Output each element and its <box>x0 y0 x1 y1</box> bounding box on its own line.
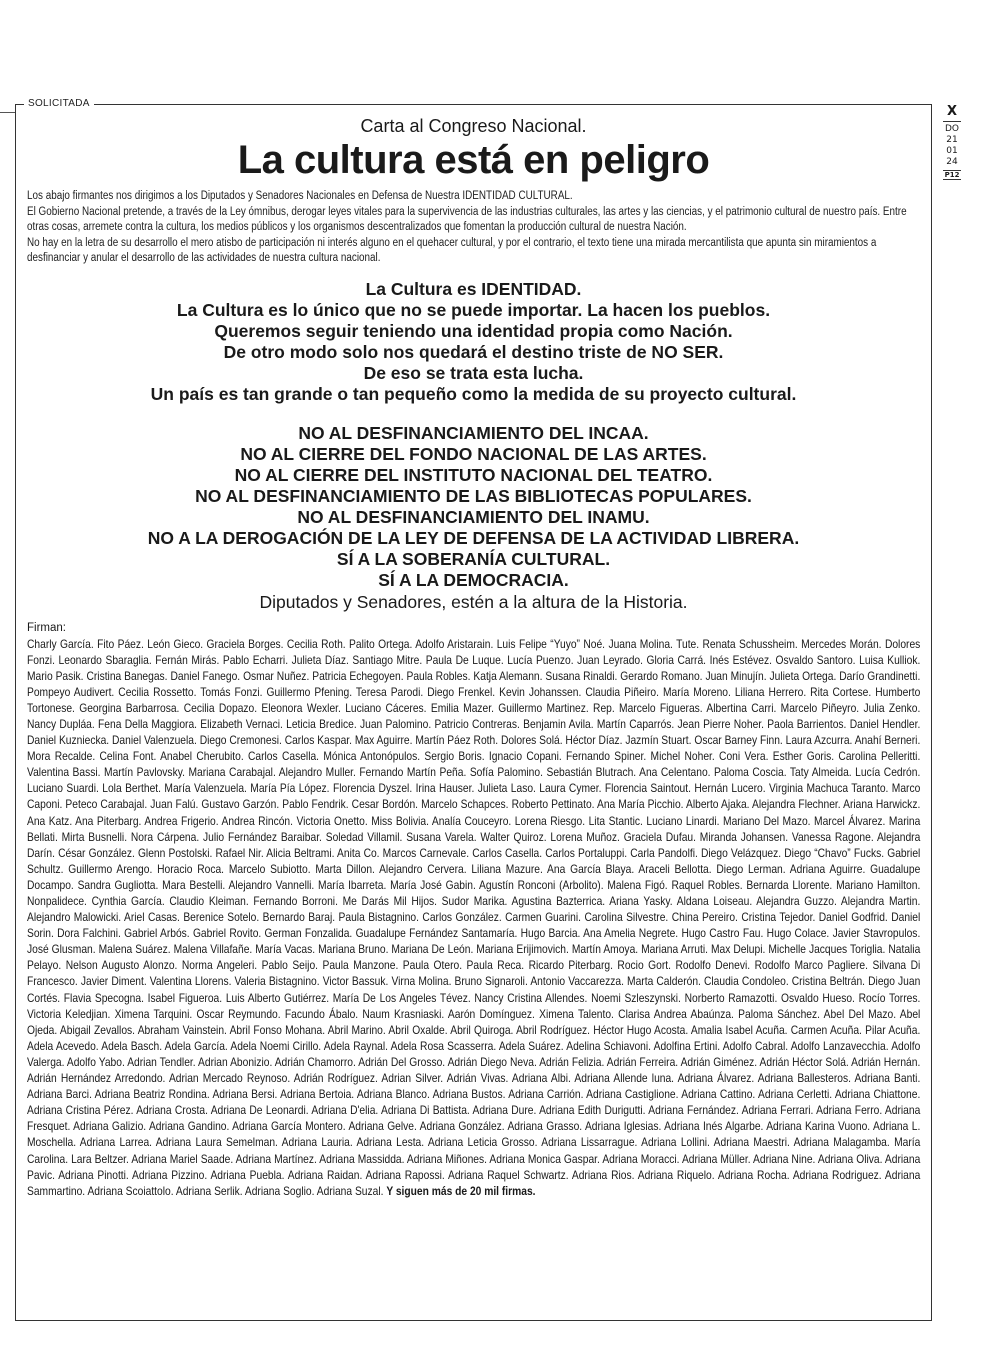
advertisement-frame <box>15 98 932 1321</box>
demand-line: NO AL DESFINANCIAMIENTO DEL INCAA. <box>298 422 649 443</box>
index-divider <box>943 121 961 122</box>
intro-paragraph: El Gobierno Nacional pretende, a través de la Ley ómnibus, derogar leyes vitales para la supervivencia de las industrias culturales, las artes y las ciencias, y el patrimonio cultural de nuestro país. Entre otras cosas, arremete contra la cultura, los medios públicos y los organismos descentralizados que fomentan la producción cultural de nuestra Nación. <box>27 205 907 233</box>
intro-paragraphs <box>27 189 920 267</box>
date-year: 24 <box>946 157 958 167</box>
date-day: 21 <box>946 135 958 145</box>
letter-content <box>27 115 920 1199</box>
statement-line: La Cultura es IDENTIDAD. <box>365 278 582 299</box>
intro-paragraph: No hay en la letra de su desarrollo el mero atisbo de participación ni interés alguno en el quehacer cultural, y por el contrario, el texto tiene una mirada mercantilista que apunta sin miramientos a desfinanciar y anular el desarrollo de las actividades de nuestra cultura nacional. <box>27 236 877 264</box>
closing-line: Diputados y Senadores, estén a la altura de la Historia. <box>259 591 688 612</box>
signers-more: Y siguen más de 20 mil firmas. <box>386 1183 536 1198</box>
demand-line: NO AL CIERRE DEL FONDO NACIONAL DE LAS ARTES. <box>240 443 707 464</box>
date-month: 01 <box>946 146 958 156</box>
page-number: X <box>946 104 958 119</box>
signers-label: Firman: <box>27 621 66 634</box>
statement-line: La Cultura es lo único que no se puede importar. La hacen los pueblos. <box>176 299 771 320</box>
demand-line: SÍ A LA DEMOCRACIA. <box>378 569 569 590</box>
statements-block <box>27 279 920 405</box>
demand-line: NO AL DESFINANCIAMIENTO DEL INAMU. <box>297 506 650 527</box>
kicker: Carta al Congreso Nacional. <box>360 116 587 136</box>
demand-line: NO AL DESFINANCIAMIENTO DE LAS BIBLIOTECAS POPULARES. <box>195 485 752 506</box>
statement-line: De eso se trata esta lucha. <box>363 362 584 383</box>
statement-line: Un país es tan grande o tan pequeño como la medida de su proyecto cultural. <box>150 383 797 404</box>
page-index <box>943 104 961 180</box>
demand-line: SÍ A LA SOBERANÍA CULTURAL. <box>336 548 611 569</box>
headline: La cultura está en peligro <box>237 138 710 182</box>
statement-line: De otro modo solo nos quedará el destino triste de NO SER. <box>223 341 724 362</box>
demand-line: NO AL CIERRE DEL INSTITUTO NACIONAL DEL TEATRO. <box>234 464 713 485</box>
demand-line: NO A LA DEROGACIÓN DE LA LEY DE DEFENSA DE LA ACTIVIDAD LIBRERA. <box>147 527 800 548</box>
day-label: DO <box>944 124 959 134</box>
signers-names: Charly García. Fito Páez. León Gieco. Graciela Borges. Cecilia Roth. Palito Ortega. Adolfo Aristarain. Luis Felipe “Yuyo” Noé. Juana Molina. Tute. Renata Schussheim. Mercedes Morán. Dolores Fonzi. Leonardo Sbaraglia. Fernán Mirás. Pablo Echarri. Julieta Díaz. Santiago Mitre. Paula De Luque. Lucía Puenzo. Juan Leyrado. Gloria Carrá. Inés Estévez. Osvaldo Santoro. Luisa Kulliok. Mario Pasik. Cristina Banegas. Daniel Fanego. Osmar Nuñez. Patricia Echegoyen. Paula Robles. Katja Alemann. Susana Rinaldi. Gerardo Romano. Juan Minujín. Julieta Ortega. Darío Grandinetti. Pompeyo Audivert. Cecilia Rossetto. Tomás Fonzi. Guillermo Pfening. Teresa Parodi. Diego Frenkel. Kevin Johanssen. Claudia Piñeiro. María Moreno. Liliana Herrero. Rita Cortese. Humberto Tortonese. Georgina Barbarrosa. Cecilia Dopazo. Eleonora Wexler. Luciano Cáceres. Emilia Mazer. Guillermo Martinez. Rep. Marcelo Figueras. Albertina Carri. Marcelo Piñeyro. Julia Zenko. Nancy Dupláa. Fena Della Maggiora. Elizabeth Vernaci. Leticia Bredice. Juan Palomino. Patricio Contreras. Benjamin Avila. Martín Caparrós. Jean Pierre Noher. Paola Barrientos. Daniel Hendler. Daniel Kuzniecka. Daniel Valenzuela. Diego Cremonesi. Carlos Kaspar. Max Aguirre. Martín Páez Roth. Dolores Solá. Héctor Díaz. Jazmín Stuart. Oscar Barney Finn. Laura Azcurra. Anahí Berneri. Mora Recalde. Celina Font. Anabel Cherubito. Carlos Casella. Mónica Antonópulos. Sergio Boris. Ignacio Copani. Fernando Spiner. Michel Noher. Coni Vera. Esther Goris. Carolina Pelleritti. Valentina Bassi. Martín Pavlovsky. Mariana Carabajal. Alejandro Muller. Fernando Martín Peña. Sofía Palomino. Sebastián Blutrach. Ana Celentano. Paloma Coscia. Taty Almeida. Lucía Cedrón. Luciano Suardi. Lola Berthet. María Valenzuela. María Pía López. Florencia Dyszel. Irina Hauser. Julieta Laso. Laura Cymer. Florencia Saintout. Hernán Lucero. Virginia Machuca Taranto. Marco Caponi. Peteco Carabajal. Juan Falú. Gustavo Garzón. Pablo Fendrik. Cesar Bordón. Marcelo Schapces. Roberto Pettinato. Ana María Picchio. Alberto Ajaka. Alejandra Flechner. Ariana Harwickz. Ana Katz. Ana Piterbarg. Andrea Frigerio. Andrea Rincón. Victoria Onetto. Miss Bolivia. Analía Couceyro. Lorena Riesgo. Lita Stantic. Luciano Linardi. Mariano Del Mazo. Marcel Álvarez. Marina Bellati. Mirta Busnelli. Nora Cárpena. Julio Fernández Baraibar. Soledad Villamil. Susana Varela. Walter Quiroz. Lorena Muñoz. Graciela Dufau. Miranda Johansen. Vanessa Ragone. Alejandra Darín. César González. Glenn Postolski. Rafael Nir. Alicia Beltrami. Anita Co. Marcos Carnevale. Carlos Casella. Carlos Portaluppi. Carla Pandolfi. Diego Velázquez. Diego “Chavo” Fucks. Gabriel Schultz. Guillermo Arengo. Horacio Roca. Marcelo Subiotto. Marta Dillon. Alejandro Cervera. Liliana Mazure. Ana García Blaya. Araceli Bellotta. Diego Lerman. Adriana Aguirre. Guadalupe Docampo. Sandra Gugliotta. Mara Bestelli. Alejandro Vannelli. María Ibarreta. María José Gabin. Agustín Ronconi (Arbolito). Malena Figó. Raquel Robles. Bernarda Llorente. Mariano Hamilton. Nonpalidece. Cynthia García. Claudio Kleiman. Fernando Borroni. Me Darás Mil Hijos. Sudor Marika. Agustina Bazterrica. Ariana Yasky. Aldana Loiseau. Alejandra Guzzo. Alejandra Martin. Alejandro Malowicki. Ariel Casas. Berenice Sotelo. Bernardo Baraj. Paula Bistagnino. Carlos González. Carmen Guarini. Carolina Silvestre. China Pereiro. Cristina Tejedor. Daniel Godfrid. Daniel Sorin. Dora Falchini. Gabriel Arbós. Gabriel Rovito. German Fonzalida. Guadalupe Fernández Santamaría. Hugo Barcia. Ana Amelia Negrete. Hugo Castro Fau. Hugo Colace. Javier Stavropulos. José Glusman. Malena Suárez. Malena Villafañe. María Vacas. Mariana Bruno. Mariana De León. Mariana Erijimovich. Martín Amoya. Mariana Arruti. Max Delupi. Michelle Jacques Toriglia. Natalia Pelayo. Nelson Augusto Alonzo. Norma Angeleri. Pablo Seijo. Paula Manzone. Paula Otero. Paula Reca. Ricardo Piterbarg. Rocio Gort. Rodolfo Denevi. Rodolfo Marco Pagliere. Silvana Di Francesco. Javier Diment. Valentina Llorens. Valeria Bistagnino. Victor Bassuk. Virna Molina. Bruno Signaroli. Antonio Vaccarezza. Marta Calderón. Claudia Condoleo. Cristina Beltrán. Diego Juan Cortés. Flavia Specogna. Isabel Figueroa. Luis Alberto Gutiérrez. María De Los Angeles Tévez. Nancy Cristina Allendes. Noemi Szleszynski. Norberto Ramazotti. Osvaldo Hueso. Rocío Torres. Victoria Keledjian. Ximena Tarquini. Oscar Reymundo. Facundo Ábalo. Naum Krasniaski. Aarón Domínguez. Ximena Talento. Clarisa Andrea Abaúnza. Paloma Sánchez. Abel Del Mazo. Abel Ojeda. Abigail Zevallos. Abraham Vainstein. Abril Fonso Mohana. Abril Marino. Abril Oxalde. Abril Quiroga. Abril Rodríguez. Héctor Hugo Acosta. Amalia Isabel Acuña. Carmen Acuña. Pilar Acuña. Adela Acevedo. Adela Basch. Adela García. Adela Noemi Cirillo. Adela Raynal. Adela Rosa Scasserra. Adela Suárez. Adelina Schiavoni. Adolfina Ertini. Adolfo Cabral. Adolfo Lanzavecchia. Adolfo Valerga. Adolfo Yabo. Adrian Tendler. Adrian Abonizio. Adrián Chamorro. Adrián Del Grosso. Adrián Diego Neva. Adrián Felizia. Adrián Ferreira. Adrián Giménez. Adrián Héctor Solá. Adrián Hernán. Adrián Hernández Arredondo. Adrian Mercado Reynoso. Adrián Rodríguez. Adrian Silver. Adrián Vivas. Adriana Albi. Adriana Allende luna. Adriana Álvarez. Adriana Ballesteros. Adriana Banti. Adriana Barci. Adriana Beatriz Rondina. Adriana Bersi. Adriana Bertoia. Adriana Blanco. Adriana Bustos. Adriana Carrión. Adriana Castiglione. Adriana Cattino. Adriana Cerletti. Adriana Chiattone. Adriana Cristina Pérez. Adriana Crosta. Adriana De Leonardi. Adriana D'elia. Adriana Di Battista. Adriana Dure. Adriana Edith Durigutti. Adriana Fernández. Adriana Ferrari. Adriana Ferro. Adriana Fresquet. Adriana Galizio. Adriana Gandino. Adriana García Montero. Adriana Gelve. Adriana González. Adriana Grasso. Adriana Iglesias. Adriana Inés Algarbe. Adriana Karina Vuono. Adriana L. Moschella. Adriana Larrea. Adriana Laura Semelman. Adriana Lauria. Adriana Lesta. Adriana Leticia Grosso. Adriana Lissarrague. Adriana Lollini. Adriana Maestri. Adriana Malagamba. María Carolina. Lara Beltzer. Adriana Mariel Saade. Adriana Martínez. Adriana Massidda. Adriana Miñones. Adriana Monica Gaspar. Adriana Moracci. Adriana Müller. Adriana Nine. Adriana Oliva. Adriana Pavic. Adriana Pinotti. Adriana Pizzino. Adriana Puebla. Adriana Raidan. Adriana Rapossi. Adriana Raquel Schwartz. Adriana Rios. Adriana Riquelo. Adriana Rocha. Adriana Rodriguez. Adriana Sammartino. Adriana Scoiattolo. Adriana Serlik. Adriana Soglio. Adriana Suzal. <box>27 636 921 1198</box>
intro-paragraph: Los abajo firmantes nos dirigimos a los Diputados y Senadores Nacionales en Defensa de Nuestra IDENTIDAD CULTURAL. <box>27 190 573 202</box>
statement-line: Queremos seguir teniendo una identidad propia como Nación. <box>214 320 733 341</box>
newspaper-logo: P12 <box>944 171 960 179</box>
signers-list <box>27 636 920 1199</box>
section-label: SOLICITADA <box>24 98 94 109</box>
left-margin-rule <box>0 112 15 113</box>
demands-block <box>27 423 920 591</box>
